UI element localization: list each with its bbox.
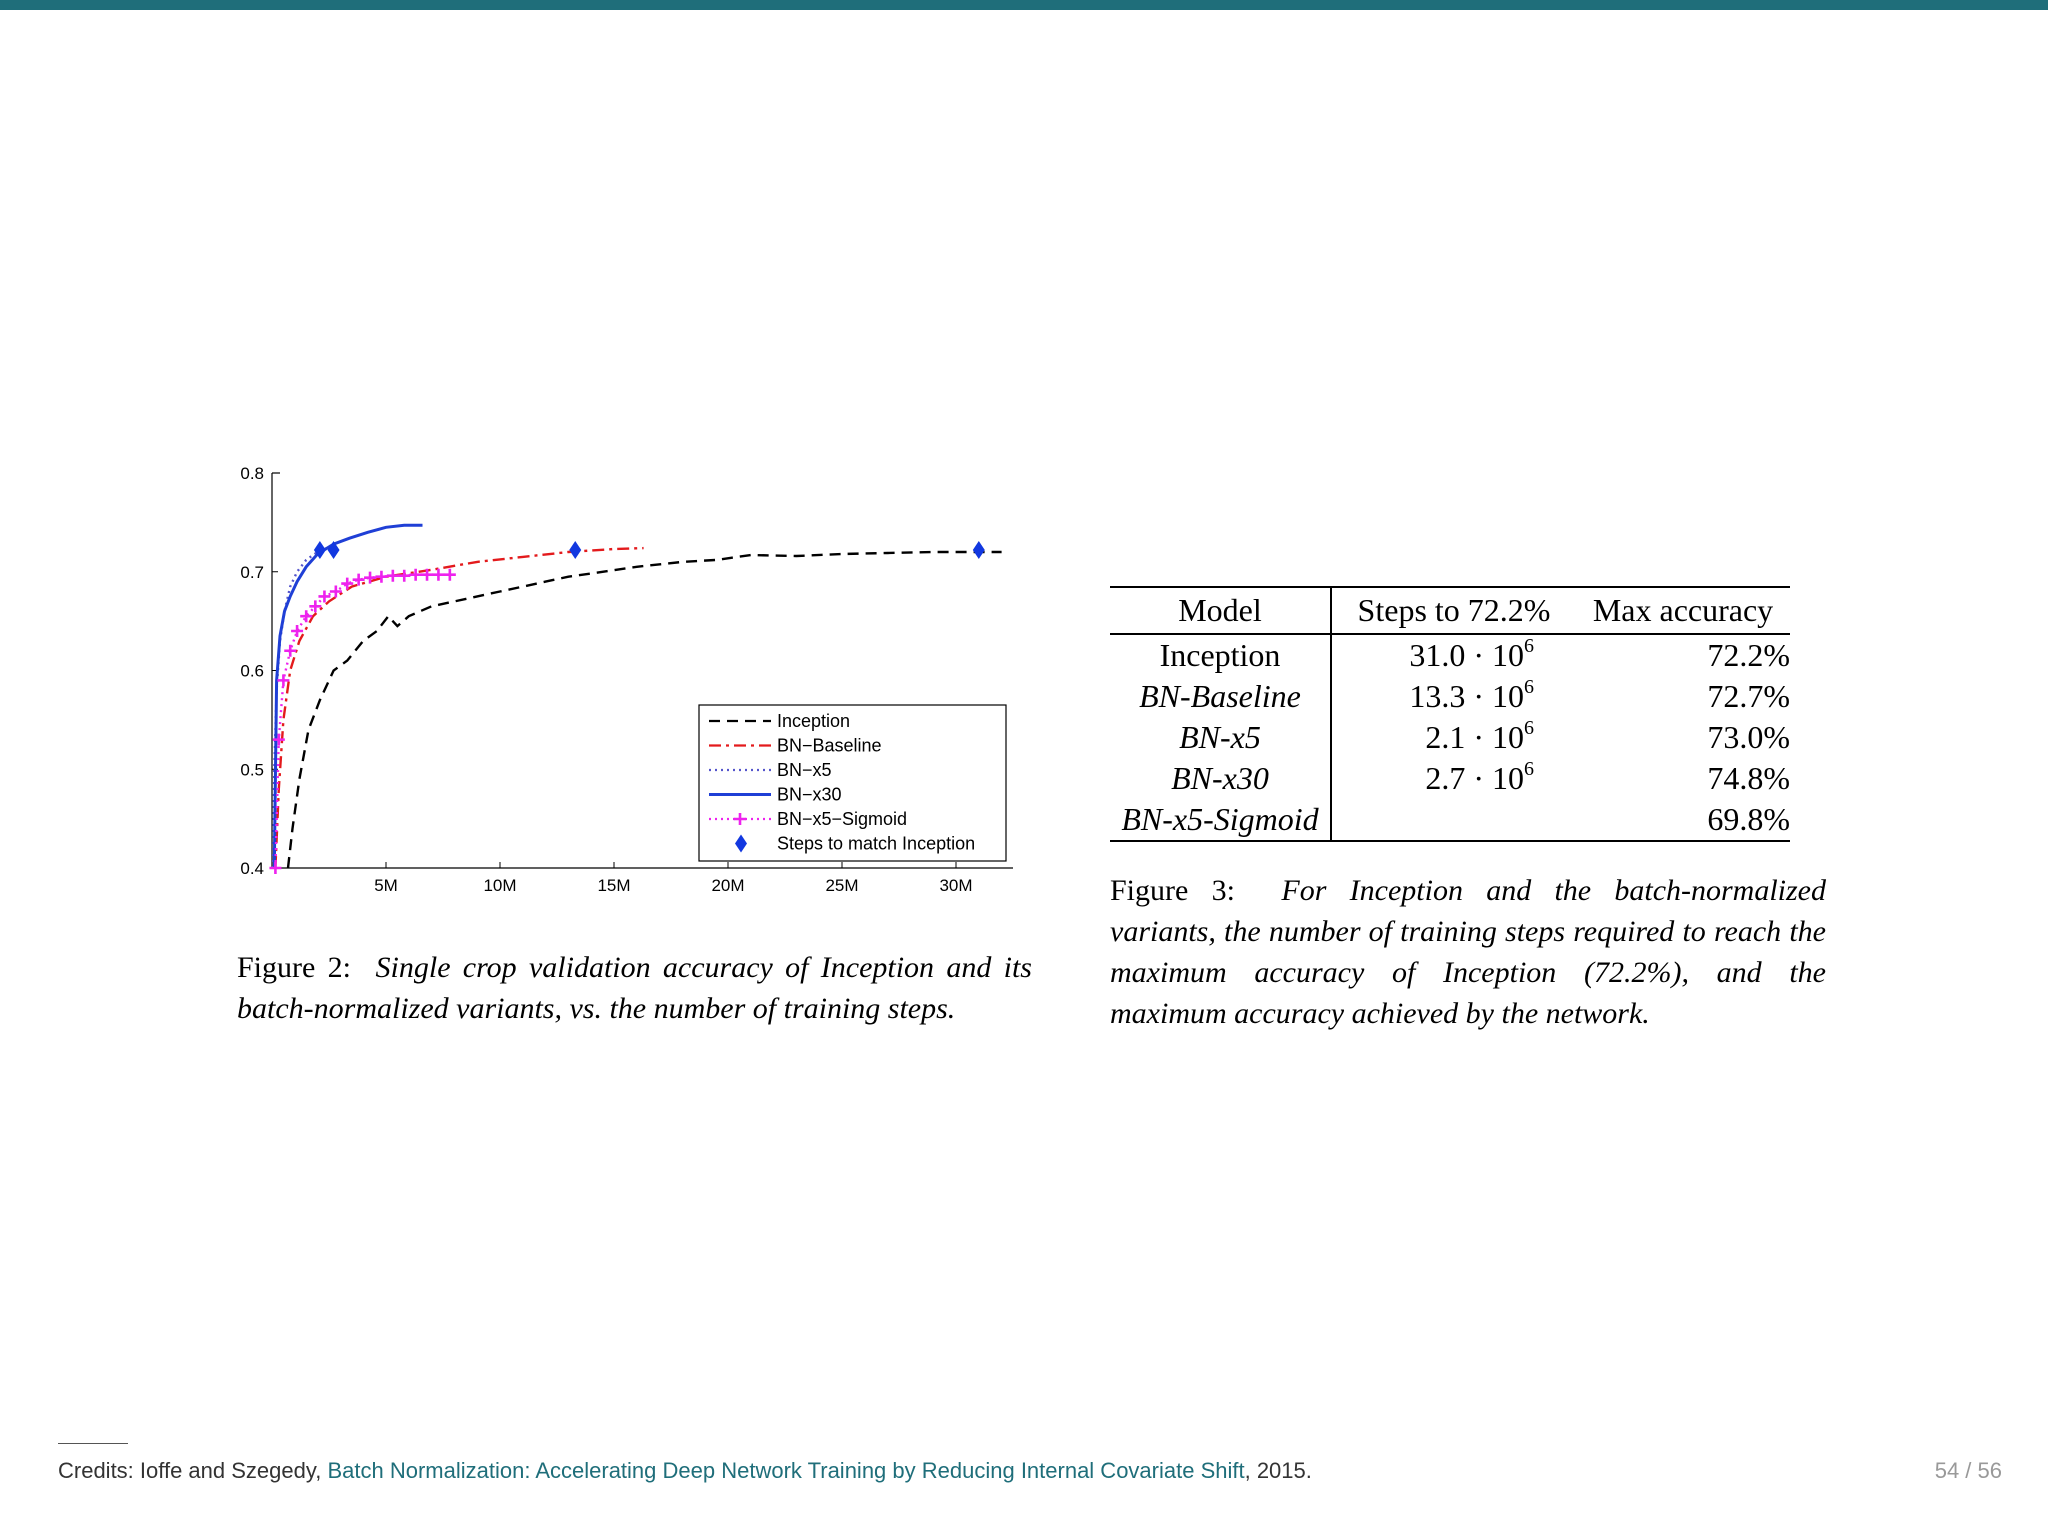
table-cell-accuracy: 72.7% xyxy=(1707,678,1790,714)
y-tick-label: 0.5 xyxy=(240,760,264,780)
x-tick-label: 25M xyxy=(825,876,859,895)
y-tick-label: 0.4 xyxy=(240,859,264,878)
table-cell-accuracy: 69.8% xyxy=(1576,799,1790,841)
x-tick-label: 15M xyxy=(597,876,631,895)
table-header-model: Model xyxy=(1110,587,1331,634)
table-row xyxy=(1110,799,1790,841)
steps-mantissa: 2.1 · 10 xyxy=(1425,719,1524,755)
steps-mantissa: 13.3 · 10 xyxy=(1409,678,1524,714)
table-header-row xyxy=(1110,587,1790,634)
table-cell-accuracy: 72.2% xyxy=(1707,637,1790,673)
steps-exponent: 6 xyxy=(1524,635,1534,658)
steps-exponent: 6 xyxy=(1524,717,1534,740)
series-line-1 xyxy=(275,548,643,868)
table-cell-model: Inception xyxy=(1110,634,1331,676)
sigmoid-plus-point xyxy=(375,571,387,583)
table-cell-model: BN-x5-Sigmoid xyxy=(1110,799,1331,841)
figure2-caption xyxy=(237,947,1032,1029)
legend-label: BN−Baseline xyxy=(777,735,882,756)
accuracy-chart xyxy=(220,455,1040,905)
table-cell-steps xyxy=(1331,634,1576,676)
legend-label: BN−x30 xyxy=(777,784,842,805)
legend-label: Inception xyxy=(777,711,851,731)
figure3-caption xyxy=(1110,870,1826,1034)
match-inception-marker xyxy=(569,541,581,559)
table-cell-steps xyxy=(1331,676,1576,717)
sigmoid-plus-point xyxy=(387,570,399,582)
y-tick-label: 0.8 xyxy=(240,464,264,483)
credits-suffix: , 2015. xyxy=(1244,1458,1312,1483)
legend-label: BN−x5 xyxy=(777,760,832,780)
table-row xyxy=(1110,676,1790,717)
table-cell-steps xyxy=(1331,758,1576,799)
x-tick-label: 20M xyxy=(711,876,745,895)
y-tick-label: 0.7 xyxy=(240,562,264,582)
table-row xyxy=(1110,634,1790,676)
steps-mantissa: 31.0 · 10 xyxy=(1409,637,1524,673)
sigmoid-plus-point xyxy=(432,569,444,581)
table-cell-model: BN-x30 xyxy=(1110,758,1331,799)
table-header-steps: Steps to 72.2% xyxy=(1331,587,1576,634)
top-accent-bar xyxy=(0,0,2048,10)
figure3-caption-text: For Inception and the batch-normalized variants, the number of training steps required to reach the maximum accuracy of Inception (72.2%), and the maximum accuracy achieved by the network. xyxy=(1110,874,1826,1030)
table-cell-accuracy: 73.0% xyxy=(1707,719,1790,755)
x-tick-label: 5M xyxy=(374,876,398,895)
table-cell-steps xyxy=(1331,717,1576,758)
table-cell-steps xyxy=(1331,799,1576,841)
x-tick-label: 30M xyxy=(939,876,973,895)
figure3-label: Figure 3: xyxy=(1110,874,1235,907)
x-tick-label: 10M xyxy=(483,876,517,895)
table-row xyxy=(1110,717,1790,758)
y-tick-label: 0.6 xyxy=(240,661,264,681)
table-header-accuracy: Max accuracy xyxy=(1576,587,1790,634)
sigmoid-plus-point xyxy=(284,645,296,657)
credits-footer xyxy=(58,1458,1312,1484)
sigmoid-plus-point xyxy=(269,862,281,874)
page-number: 54 / 56 xyxy=(1934,1458,2002,1483)
table-cell-accuracy: 74.8% xyxy=(1707,760,1790,796)
results-table xyxy=(1110,586,1790,842)
steps-exponent: 6 xyxy=(1524,676,1534,699)
match-inception-marker xyxy=(973,541,985,559)
legend-label: Steps to match Inception xyxy=(777,833,976,854)
steps-mantissa: 2.7 · 10 xyxy=(1425,760,1524,796)
sigmoid-plus-point xyxy=(398,570,410,582)
table-cell-model: BN-x5 xyxy=(1110,717,1331,758)
series-line-4 xyxy=(275,575,449,868)
legend-label: BN−x5−Sigmoid xyxy=(777,809,908,829)
table-row xyxy=(1110,758,1790,799)
figure2-caption-text: Single crop validation accuracy of Inception and its batch-normalized variants, vs. the number of training steps. xyxy=(237,951,1032,1025)
sigmoid-plus-point xyxy=(364,572,376,584)
figure2-label: Figure 2: xyxy=(237,951,351,984)
credits-prefix: Credits: Ioffe and Szegedy, xyxy=(58,1458,328,1483)
table-cell-model: BN-Baseline xyxy=(1110,676,1331,717)
steps-exponent: 6 xyxy=(1524,758,1534,781)
footnote-rule xyxy=(58,1443,128,1444)
accuracy-chart-svg xyxy=(220,455,1040,905)
sigmoid-plus-point xyxy=(444,569,456,581)
paper-link[interactable]: Batch Normalization: Accelerating Deep Network Training by Reducing Internal Covariate Shift xyxy=(327,1458,1245,1483)
